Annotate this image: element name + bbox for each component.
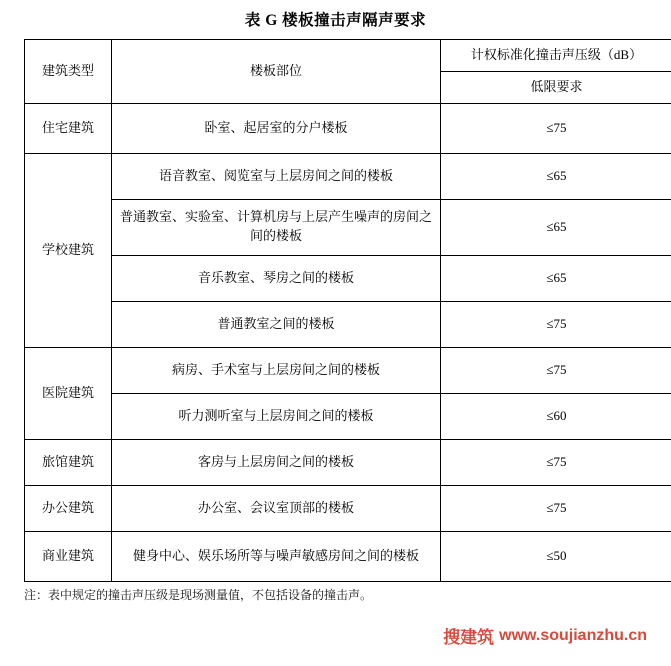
cell-floor-position: 客房与上层房间之间的楼板 <box>112 439 441 485</box>
table-row <box>25 531 671 581</box>
cell-building-type: 学校建筑 <box>25 153 112 347</box>
header-floor-position: 楼板部位 <box>112 40 441 104</box>
cell-floor-position: 健身中心、娱乐场所等与噪声敏感房间之间的楼板 <box>112 531 441 581</box>
cell-floor-position: 办公室、会议室顶部的楼板 <box>112 485 441 531</box>
cell-floor-position: 音乐教室、琴房之间的楼板 <box>112 255 441 301</box>
watermark-url: www.soujianzhu.cn <box>499 626 647 644</box>
table-container <box>24 39 647 582</box>
table-row <box>25 199 671 255</box>
watermark <box>443 623 647 648</box>
cell-building-type: 医院建筑 <box>25 347 112 439</box>
cell-value: ≤60 <box>441 393 671 439</box>
cell-floor-position: 卧室、起居室的分户楼板 <box>112 103 441 153</box>
table-footnote: 注：表中规定的撞击声压级是现场测量值，不包括设备的撞击声。 <box>24 587 373 602</box>
table-row <box>25 301 671 347</box>
header-building-type: 建筑类型 <box>25 40 112 104</box>
cell-value: ≤50 <box>441 531 671 581</box>
page-title: 表 G 楼板撞击声隔声要求 <box>244 12 427 29</box>
table-row <box>25 439 671 485</box>
cell-floor-position: 听力测听室与上层房间之间的楼板 <box>112 393 441 439</box>
cell-building-type: 旅馆建筑 <box>25 439 112 485</box>
cell-building-type: 办公建筑 <box>25 485 112 531</box>
cell-floor-position: 普通教室之间的楼板 <box>112 301 441 347</box>
table-row <box>25 485 671 531</box>
cell-value: ≤65 <box>441 153 671 199</box>
acoustic-requirements-table <box>24 39 671 582</box>
cell-floor-position: 病房、手术室与上层房间之间的楼板 <box>112 347 441 393</box>
cell-building-type: 住宅建筑 <box>25 103 112 153</box>
header-impact-sound-level: 计权标准化撞击声压级（dB） <box>441 40 671 72</box>
cell-floor-position: 语音教室、阅览室与上层房间之间的楼板 <box>112 153 441 199</box>
cell-value: ≤65 <box>441 199 671 255</box>
header-minimum-requirement: 低限要求 <box>441 71 671 103</box>
cell-value: ≤75 <box>441 347 671 393</box>
watermark-logo: 搜建筑 <box>443 628 495 647</box>
cell-value: ≤65 <box>441 255 671 301</box>
table-header-row <box>25 40 671 72</box>
table-row <box>25 393 671 439</box>
cell-value: ≤75 <box>441 103 671 153</box>
cell-value: ≤75 <box>441 301 671 347</box>
cell-value: ≤75 <box>441 439 671 485</box>
cell-building-type: 商业建筑 <box>25 531 112 581</box>
table-row <box>25 255 671 301</box>
cell-value: ≤75 <box>441 485 671 531</box>
table-row <box>25 347 671 393</box>
cell-floor-position: 普通教室、实验室、计算机房与上层产生噪声的房间之间的楼板 <box>112 199 441 255</box>
table-row <box>25 153 671 199</box>
table-row <box>25 103 671 153</box>
